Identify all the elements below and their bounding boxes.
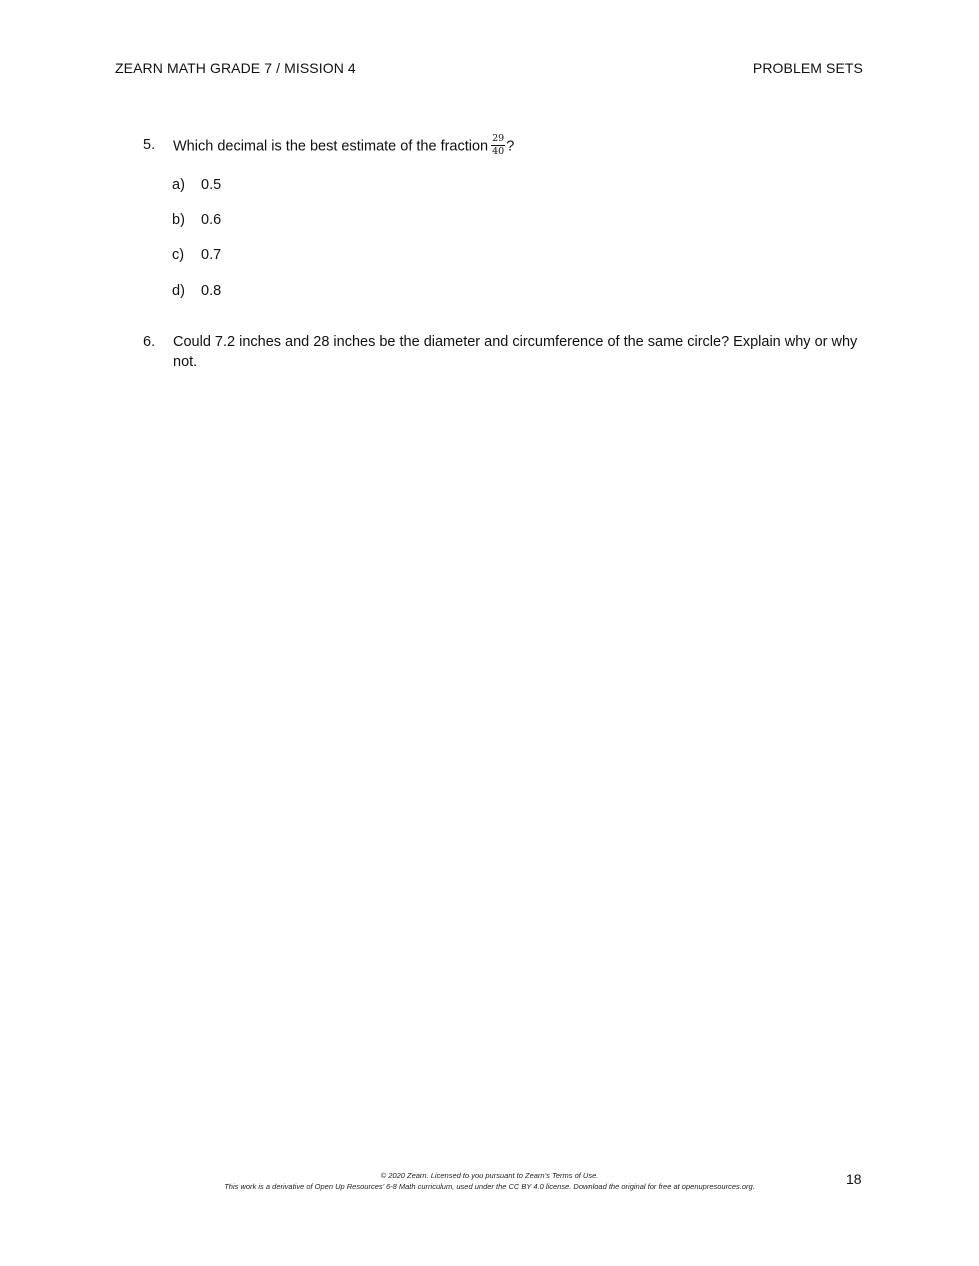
option-value: 0.6: [201, 212, 222, 228]
option-value: 0.7: [201, 247, 222, 263]
option-value: 0.8: [201, 283, 222, 299]
fraction-numerator: 29: [492, 133, 505, 144]
question-number: 6.: [143, 334, 156, 350]
footer-copyright: © 2020 Zearn. Licensed to you pursuant to Zearn’s Terms of Use.: [380, 1171, 599, 1180]
fraction-denominator: 40: [492, 146, 505, 157]
option-value: 0.5: [201, 177, 222, 193]
question-text: [173, 135, 863, 158]
answer-option-c[interactable]: [172, 245, 221, 265]
answer-option-d[interactable]: [172, 281, 221, 301]
answer-option-a[interactable]: [172, 175, 221, 195]
header-section: PROBLEM SETS: [752, 60, 863, 76]
answer-option-b[interactable]: [172, 210, 221, 230]
question-number: 5.: [143, 137, 156, 153]
option-letter: b): [172, 212, 185, 228]
footer-license: This work is a derivative of Open Up Resources’ 6-8 Math curriculum, used under the CC BY 4.0 license. Download the original for free at openupresources.org.: [224, 1182, 755, 1191]
question-prompt: Which decimal is the best estimate of the fraction: [173, 138, 489, 155]
header-title: ZEARN MATH GRADE 7 / MISSION 4: [115, 60, 356, 76]
question-text: Could 7.2 inches and 28 inches be the diameter and circumference of the same circle? Explain why or why not.: [173, 334, 858, 370]
fraction: [491, 134, 505, 157]
footer: [150, 1170, 829, 1192]
option-letter: a): [172, 177, 185, 193]
option-letter: c): [172, 247, 185, 263]
page-number: 18: [846, 1171, 862, 1187]
option-letter: d): [172, 283, 185, 299]
question-suffix: ?: [506, 138, 515, 155]
